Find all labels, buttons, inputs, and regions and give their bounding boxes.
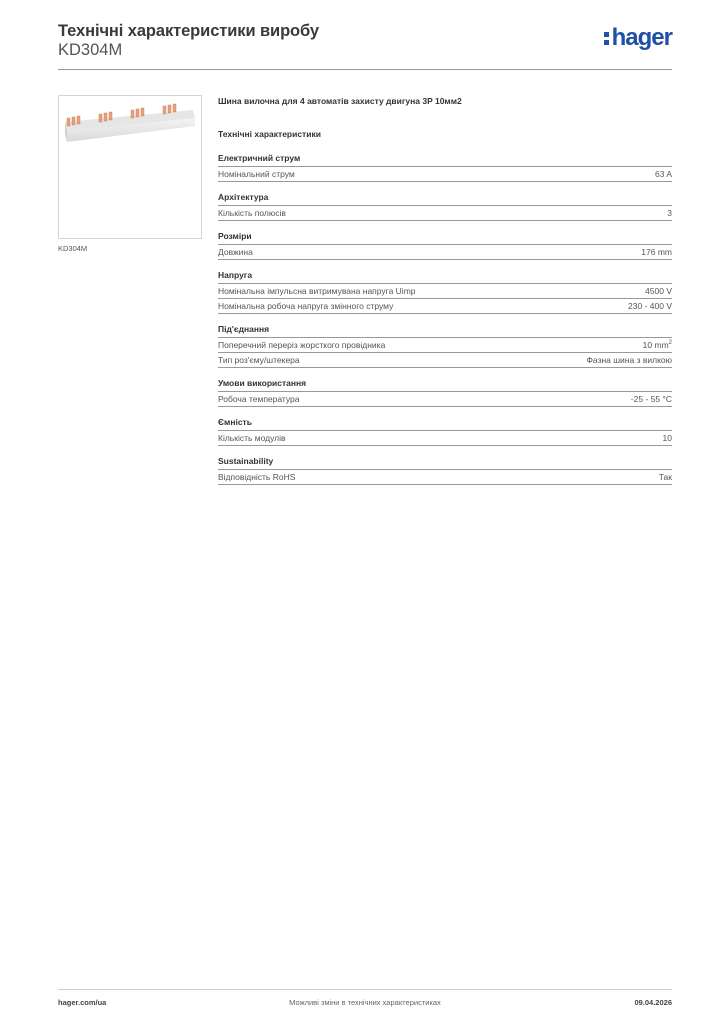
spec-value: 3: [667, 208, 672, 218]
product-description: Шина вилочна для 4 автоматів захисту двигуна 3P 10мм2: [218, 96, 462, 106]
spec-value: 63 A: [654, 169, 672, 179]
group-title: Ємність: [218, 417, 672, 431]
spec-label: Номінальний струм: [218, 169, 295, 179]
footer-divider: [58, 989, 672, 990]
image-caption: KD304M: [58, 244, 88, 253]
spec-label: Робоча температура: [218, 394, 300, 404]
spec-label: Відповідність RoHS: [218, 472, 296, 482]
spec-row: [218, 392, 672, 407]
spec-value: [643, 338, 672, 352]
spec-group: [218, 153, 672, 182]
spec-row: [218, 167, 672, 182]
spec-row: [218, 353, 672, 368]
document-title: Технічні характеристики виробу: [58, 22, 319, 40]
logo-text: hager: [611, 24, 672, 51]
product-image: [58, 95, 202, 239]
spec-heading: Технічні характеристики: [218, 129, 321, 139]
spec-row: [218, 431, 672, 446]
spec-value: Фазна шина з вилкою: [586, 355, 672, 365]
header-divider: [58, 69, 672, 70]
spec-unit-superscript: 2: [668, 340, 672, 347]
spec-label: Номінальна імпульсна витримувана напруга Uimp: [218, 286, 416, 296]
footer-notice: Можливі зміни в технічних характеристиках: [289, 998, 441, 1007]
group-title: Під'єднання: [218, 324, 672, 338]
footer-website-link[interactable]: hager.com/ua: [58, 998, 107, 1007]
spec-row: [218, 206, 672, 221]
group-title: Умови використання: [218, 378, 672, 392]
group-title: Архітектура: [218, 192, 672, 206]
spec-value: 4500 V: [645, 286, 672, 296]
spec-label: Номінальна робоча напруга змінного струму: [218, 301, 394, 311]
spec-group: [218, 192, 672, 221]
spec-label: Довжина: [218, 247, 253, 257]
spec-row: [218, 299, 672, 314]
spec-group: [218, 378, 672, 407]
spec-label: Поперечний переріз жорсткого провідника: [218, 340, 386, 350]
spec-row: [218, 284, 672, 299]
spec-content: [218, 96, 672, 485]
spec-group: [218, 270, 672, 314]
spec-value: 176 mm: [641, 247, 672, 257]
group-title: Електричний струм: [218, 153, 672, 167]
spec-group: [218, 456, 672, 485]
page-header: [58, 20, 672, 70]
group-title: Напруга: [218, 270, 672, 284]
spec-row: [218, 245, 672, 260]
spec-value: -25 - 55 °C: [630, 394, 672, 404]
spec-value: 230 - 400 V: [628, 301, 672, 311]
spec-group: [218, 231, 672, 260]
footer-date: 09.04.2026: [634, 998, 672, 1007]
spec-value: Так: [658, 472, 672, 482]
spec-group: [218, 324, 672, 368]
spec-row: [218, 338, 672, 353]
group-title: Розміри: [218, 231, 672, 245]
product-code: KD304M: [58, 41, 123, 59]
spec-label: Кількість модулів: [218, 433, 286, 443]
spec-label: Кількість полюсів: [218, 208, 286, 218]
spec-row: [218, 470, 672, 485]
group-title: Sustainability: [218, 456, 672, 470]
spec-label: Тип роз'єму/штекера: [218, 355, 300, 365]
spec-value-text: 10 mm: [642, 340, 669, 350]
busbar-illustration: [59, 96, 201, 238]
page-footer: [58, 998, 672, 1010]
logo-dots-icon: [604, 28, 610, 46]
spec-group: [218, 417, 672, 446]
spec-value: 10: [662, 433, 672, 443]
hager-logo: [604, 26, 672, 50]
